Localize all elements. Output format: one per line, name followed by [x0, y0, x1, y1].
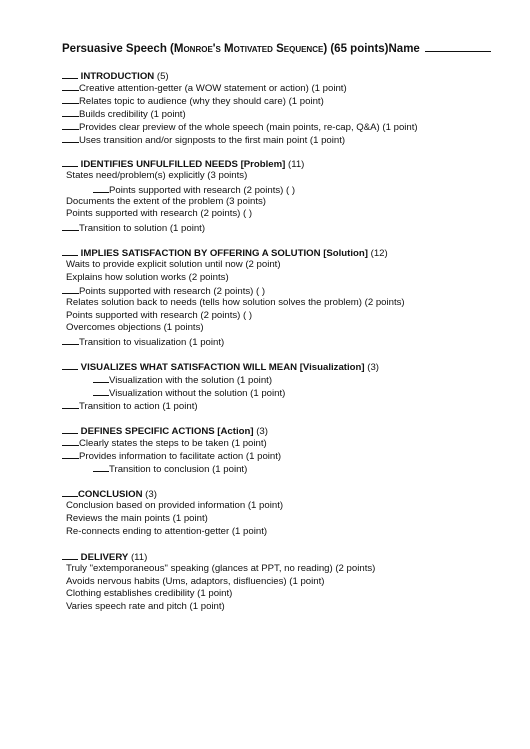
- heading-text: IDENTIFIES UNFULFILLED NEEDS [Problem]: [80, 159, 286, 170]
- score-blank: [62, 550, 78, 560]
- heading-text: VISUALIZES WHAT SATISFACTION WILL MEAN [Visualization]: [80, 362, 365, 373]
- list-item: Points supported with research (2 points) ( ): [62, 284, 265, 298]
- list-item: Points supported with research (2 points) ( ): [66, 310, 253, 321]
- list-item: Clearly states the steps to be taken (1 point): [62, 436, 267, 450]
- list-item: Transition to action (1 point): [62, 399, 198, 413]
- list-item: Re-connects ending to attention-getter (1 point): [66, 526, 268, 537]
- list-item: Transition to solution (1 point): [62, 221, 205, 235]
- section-heading-needs: [62, 157, 304, 171]
- list-item: Visualization without the solution (1 point): [93, 386, 285, 400]
- heading-points: (5): [154, 71, 169, 82]
- list-item: Relates topic to audience (why they should care) (1 point): [62, 94, 324, 108]
- heading-text: DEFINES SPECIFIC ACTIONS [Action]: [80, 426, 254, 437]
- score-blank: [62, 69, 78, 79]
- section-heading-solution: [62, 246, 388, 260]
- score-blank: [62, 399, 79, 409]
- heading-text: CONCLUSION: [78, 489, 143, 500]
- score-blank: [62, 246, 78, 256]
- list-item: Avoids nervous habits (Ums, adaptors, disfluencies) (1 point): [66, 576, 325, 587]
- page-title: [62, 41, 491, 55]
- list-item: Transition to conclusion (1 point): [93, 462, 247, 476]
- title-suffix: ) (65 points)Name: [323, 43, 420, 55]
- list-item: Clothing establishes credibility (1 point): [66, 588, 233, 599]
- list-item: Reviews the main points (1 point): [66, 513, 208, 524]
- list-item: Provides clear preview of the whole speech (main points, re-cap, Q&A) (1 point): [62, 120, 418, 134]
- heading-points: (12): [367, 248, 388, 259]
- list-item: Points supported with research (2 points) ( ): [66, 208, 253, 219]
- list-item: Transition to visualization (1 point): [62, 335, 224, 349]
- heading-points: (3): [253, 426, 268, 437]
- list-item: Documents the extent of the problem (3 points): [66, 196, 266, 207]
- score-blank: [62, 133, 79, 143]
- list-item: Overcomes objections (1 points): [66, 322, 204, 333]
- score-blank: [93, 373, 109, 383]
- heading-text: INTRODUCTION: [80, 71, 155, 82]
- list-item: Conclusion based on provided information (1 point): [66, 500, 284, 511]
- section-heading-conclusion: [62, 487, 157, 501]
- score-blank: [62, 94, 79, 104]
- list-item: Uses transition and/or signposts to the first main point (1 point): [62, 133, 345, 147]
- score-blank: [62, 487, 78, 497]
- score-blank: [62, 284, 79, 294]
- score-blank: [62, 360, 78, 370]
- list-item: Waits to provide explicit solution until now (2 point): [66, 259, 281, 270]
- list-item: Provides information to facilitate action (1 point): [62, 449, 281, 463]
- heading-points: (3): [142, 489, 157, 500]
- score-blank: [62, 449, 79, 459]
- score-blank: [62, 120, 79, 130]
- name-blank: [425, 41, 491, 52]
- score-blank: [62, 221, 79, 231]
- list-item: Builds credibility (1 point): [62, 107, 186, 121]
- heading-points: (11): [285, 159, 305, 170]
- heading-text: DELIVERY: [80, 552, 129, 563]
- heading-points: (3): [364, 362, 379, 373]
- list-item: Relates solution back to needs (tells how solution solves the problem) (2 points): [66, 297, 405, 308]
- score-blank: [62, 81, 79, 91]
- section-heading-visualization: [62, 360, 379, 374]
- score-blank: [62, 436, 79, 446]
- score-blank: [93, 386, 109, 396]
- list-item: Explains how solution works (2 points): [66, 272, 229, 283]
- heading-points: (11): [128, 552, 148, 563]
- score-blank: [62, 335, 79, 345]
- list-item: Visualization with the solution (1 point): [93, 373, 272, 387]
- title-sequence: Monroe's Motivated Sequence: [173, 43, 324, 55]
- score-blank: [62, 107, 79, 117]
- score-blank: [93, 462, 109, 472]
- list-item: Truly "extemporaneous" speaking (glances at PPT, no reading) (2 points): [66, 563, 376, 574]
- section-heading-delivery: [62, 550, 147, 564]
- score-blank: [62, 157, 78, 167]
- list-item: Points supported with research (2 points) ( ): [93, 183, 295, 197]
- score-blank: [93, 183, 109, 193]
- heading-text: IMPLIES SATISFACTION BY OFFERING A SOLUTION [Solution]: [80, 248, 368, 259]
- list-item: Varies speech rate and pitch (1 point): [66, 601, 225, 612]
- score-blank: [62, 424, 78, 434]
- list-item: Creative attention-getter (a WOW statement or action) (1 point): [62, 81, 347, 95]
- title-prefix: Persuasive Speech (: [62, 43, 174, 55]
- list-item: States need/problem(s) explicitly (3 points): [66, 170, 248, 181]
